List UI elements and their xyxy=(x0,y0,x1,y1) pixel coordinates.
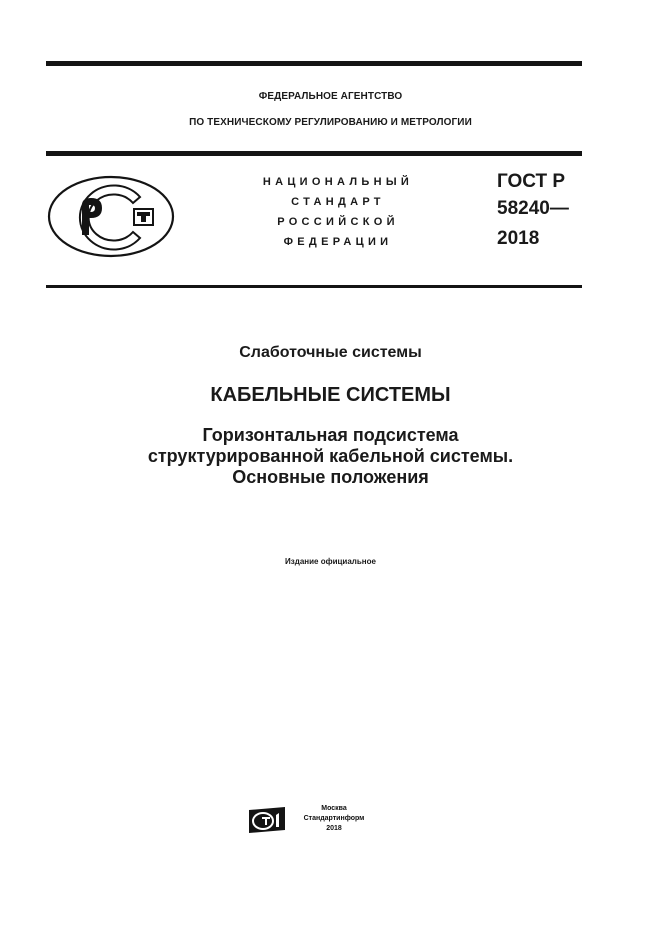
system-title: Слаботочные системы xyxy=(239,344,422,361)
publisher-info xyxy=(290,804,378,834)
standartinform-logo-icon xyxy=(248,806,286,834)
bottom-rule xyxy=(46,285,582,288)
national-line-1: НАЦИОНАЛЬНЫЙ xyxy=(262,176,414,188)
edition-label: Издание официальное xyxy=(285,557,376,566)
designation-line-2: 58240— xyxy=(497,198,569,219)
agency-name-line-1: ФЕДЕРАЛЬНОЕ АГЕНТСТВО xyxy=(258,91,403,102)
national-line-3: РОССИЙСКОЙ xyxy=(277,216,399,228)
national-line-4: ФЕДЕРАЦИИ xyxy=(283,236,393,248)
subtitle-line-1: Горизонтальная подсистема xyxy=(202,425,459,445)
national-line-2: СТАНДАРТ xyxy=(291,196,385,208)
rst-certification-mark-icon xyxy=(47,175,175,258)
designation-line-3: 2018 xyxy=(497,228,540,249)
designation-line-1: ГОСТ Р xyxy=(497,171,566,192)
subtitle xyxy=(0,425,661,488)
agency-name-line-2: ПО ТЕХНИЧЕСКОМУ РЕГУЛИРОВАНИЮ И МЕТРОЛОГИИ xyxy=(189,117,472,128)
subtitle-line-2: структурированной кабельной системы. xyxy=(147,446,514,466)
standard-designation xyxy=(497,168,569,252)
publisher-year: 2018 xyxy=(326,825,342,832)
national-standard-label xyxy=(238,172,438,252)
subtitle-line-3: Основные положения xyxy=(232,467,429,487)
middle-rule xyxy=(46,151,582,156)
publisher-city: Москва xyxy=(321,805,347,812)
main-title: КАБЕЛЬНЫЕ СИСТЕМЫ xyxy=(210,384,451,406)
top-rule xyxy=(46,61,582,66)
publisher-name: Стандартинформ xyxy=(303,815,365,822)
